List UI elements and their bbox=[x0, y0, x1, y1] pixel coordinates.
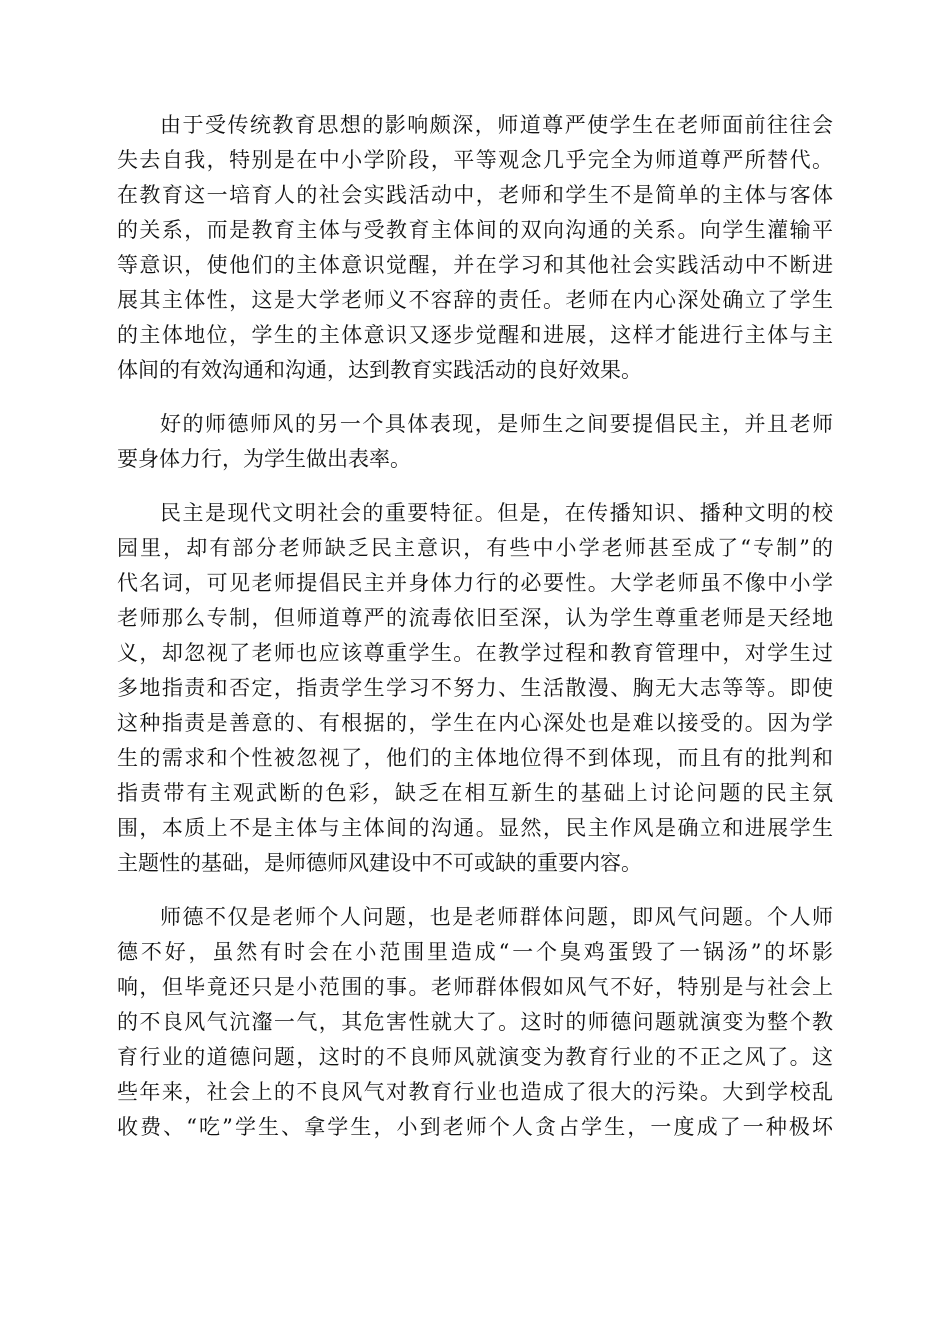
text-line: 些年来，社会上的不良风气对教育行业也造成了很大的污染。大到学校乱 bbox=[117, 1080, 833, 1104]
document-page bbox=[117, 108, 833, 1164]
text-line: 师德不仅是老师个人问题，也是老师群体问题，即风气问题。个人师 bbox=[160, 905, 833, 929]
text-line: 响，但毕竟还只是小范围的事。老师群体假如风气不好，特别是与社会上 bbox=[117, 975, 833, 999]
paragraph-4 bbox=[117, 900, 833, 1145]
text-line: 展其主体性，这是大学老师义不容辞的责任。老师在内心深处确立了学生 bbox=[117, 288, 833, 312]
text-line: 的主体地位，学生的主体意识又逐步觉醒和进展，这样才能进行主体与主 bbox=[117, 323, 833, 347]
text-line: 德不好，虽然有时会在小范围里造成“一个臭鸡蛋毁了一锅汤”的坏影 bbox=[117, 940, 833, 964]
text-line: 民主是现代文明社会的重要特征。但是，在传播知识、播种文明的校 bbox=[160, 501, 833, 525]
text-line: 老师那么专制，但师道尊严的流毒依旧至深，认为学生尊重老师是天经地 bbox=[117, 606, 833, 630]
text-line: 主题性的基础，是师德师风建设中不可或缺的重要内容。 bbox=[117, 851, 642, 875]
text-line: 育行业的道德问题，这时的不良师风就演变为教育行业的不正之风了。这 bbox=[117, 1045, 833, 1069]
text-line: 指责带有主观武断的色彩，缺乏在相互新生的基础上讨论问题的民主氛 bbox=[117, 781, 833, 805]
text-line: 围，本质上不是主体与主体间的沟通。显然，民主作风是确立和进展学生 bbox=[117, 816, 833, 840]
text-line: 体间的有效沟通和沟通，达到教育实践活动的良好效果。 bbox=[117, 358, 642, 382]
text-line: 义，却忽视了老师也应该尊重学生。在教学过程和教育管理中，对学生过 bbox=[117, 641, 833, 665]
text-line: 代名词，可见老师提倡民主并身体力行的必要性。大学老师虽不像中小学 bbox=[117, 571, 833, 595]
text-line: 多地指责和否定，指责学生学习不努力、生活散漫、胸无大志等等。即使 bbox=[117, 676, 833, 700]
text-line: 失去自我，特别是在中小学阶段，平等观念几乎完全为师道尊严所替代。 bbox=[117, 148, 833, 172]
text-line: 的不良风气沆瀣一气，其危害性就大了。这时的师德问题就演变为整个教 bbox=[117, 1010, 833, 1034]
text-line: 等意识，使他们的主体意识觉醒，并在学习和其他社会实践活动中不断进 bbox=[117, 253, 833, 277]
text-line: 好的师德师风的另一个具体表现，是师生之间要提倡民主，并且老师 bbox=[160, 412, 833, 436]
text-line: 这种指责是善意的、有根据的，学生在内心深处也是难以接受的。因为学 bbox=[117, 711, 833, 735]
text-line: 要身体力行，为学生做出表率。 bbox=[117, 447, 411, 471]
text-line: 的关系，而是教育主体与受教育主体间的双向沟通的关系。向学生灌输平 bbox=[117, 218, 833, 242]
paragraph-3 bbox=[117, 496, 833, 881]
text-line: 在教育这一培育人的社会实践活动中，老师和学生不是简单的主体与客体 bbox=[117, 183, 833, 207]
text-line: 收费、“吃”学生、拿学生，小到老师个人贪占学生，一度成了一种极坏 bbox=[117, 1115, 833, 1139]
text-line: 园里，却有部分老师缺乏民主意识，有些中小学老师甚至成了“专制”的 bbox=[117, 536, 833, 560]
text-line: 生的需求和个性被忽视了，他们的主体地位得不到体现，而且有的批判和 bbox=[117, 746, 833, 770]
paragraph-2 bbox=[117, 407, 833, 477]
text-line: 由于受传统教育思想的影响颇深，师道尊严使学生在老师面前往往会 bbox=[160, 113, 833, 137]
paragraph-1 bbox=[117, 108, 833, 388]
